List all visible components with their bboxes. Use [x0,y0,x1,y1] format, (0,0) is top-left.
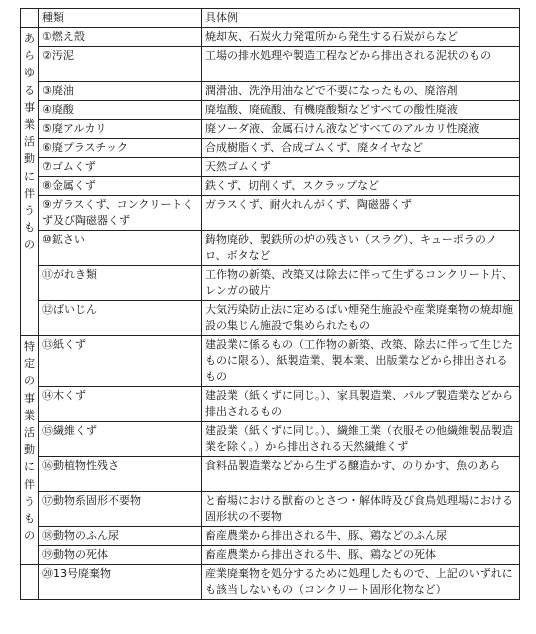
header-type: 種類 [39,9,202,28]
waste-type: ③廃油 [39,82,202,101]
table-row [21,565,520,600]
waste-type: ⑭木くず [39,387,202,422]
table-row [21,336,520,387]
table-row [21,47,520,82]
waste-type: ⑰動物系固形不要物 [39,492,202,527]
table-row [21,266,520,301]
waste-example: と畜場における獣畜のとさつ・解体時及び食鳥処理場における固形状の不要物 [202,492,520,527]
table-row [21,139,520,158]
waste-type: ⑮繊維くず [39,422,202,457]
waste-type: ⑬紙くず [39,336,202,387]
waste-example: ガラスくず、耐火れんがくず、陶磁器くず [202,196,520,231]
waste-example: 焼却灰、石炭火力発電所から発生する石炭がらなど [202,28,520,47]
waste-type: ⑧金属くず [39,177,202,196]
waste-type: ⑥廃プラスチック [39,139,202,158]
waste-example: 畜産農業から排出される牛、豚、鶏などのふん尿 [202,527,520,546]
industrial-waste-table [20,8,520,600]
category-all-business: あ ら ゆ る 事 業 活 動 に 伴 う も の [21,28,39,336]
category-specific-business: 特 定 の 事 業 活 動 に 伴 う も の [21,336,39,565]
waste-type: ⑫ばいじん [39,301,202,336]
table-row [21,492,520,527]
table-row [21,158,520,177]
waste-example: 天然ゴムくず [202,158,520,177]
waste-example: 鉄くず、切削くず、スクラップなど [202,177,520,196]
table-row [21,101,520,120]
waste-type: ④廃酸 [39,101,202,120]
waste-type: ⑤廃アルカリ [39,120,202,139]
header-examples: 具体例 [202,9,520,28]
waste-type: ②汚泥 [39,47,202,82]
waste-type: ①燃え殻 [39,28,202,47]
table-row [21,457,520,492]
table-row [21,177,520,196]
waste-example: 産業廃棄物を処分するために処理したもので、上記のいずれにも該当しないもの（コンクリート固形化物など） [202,565,520,600]
waste-type: ⑱動物のふん尿 [39,527,202,546]
waste-type: ⑩鉱さい [39,231,202,266]
header-row [21,9,520,28]
waste-example: 工作物の新築、改築又は除去に伴って生ずるコンクリート片、レンガの破片 [202,266,520,301]
waste-example: 食料品製造業などから生ずる醸造かす、のりかす、魚のあら [202,457,520,492]
waste-type: ⑯動植物性残さ [39,457,202,492]
waste-type: ⑲動物の死体 [39,546,202,565]
waste-example: 建設業に係るもの（工作物の新築、改築、除去に伴って生じたものに限る）、紙製造業、製本業、出版業などから排出されるもの [202,336,520,387]
waste-example: 廃ソーダ液、金属石けん液などすべてのアルカリ性廃液 [202,120,520,139]
table-row [21,120,520,139]
table-row [21,196,520,231]
table-row [21,422,520,457]
header-blank [21,9,39,28]
waste-example: 潤滑油、洗浄用油などで不要になったもの、廃溶剤 [202,82,520,101]
category-empty [21,565,39,600]
waste-example: 工場の排水処理や製造工程などから排出される泥状のもの [202,47,520,82]
waste-type: ⑳13号廃棄物 [39,565,202,600]
table-row [21,527,520,546]
waste-example: 建設業（紙くずに同じ。）、繊維工業（衣服その他繊維製品製造業を除く。）から排出される天然繊維くず [202,422,520,457]
waste-type: ⑪がれき類 [39,266,202,301]
waste-example: 建設業（紙くずに同じ。）、家具製造業、パルプ製造業などから排出されるもの [202,387,520,422]
waste-type: ⑦ゴムくず [39,158,202,177]
waste-example: 合成樹脂くず、合成ゴムくず、廃タイヤなど [202,139,520,158]
table-row [21,546,520,565]
waste-example: 畜産農業から排出される牛、豚、鶏などの死体 [202,546,520,565]
table-row [21,301,520,336]
table-row [21,28,520,47]
waste-example: 廃塩酸、廃硫酸、有機廃酸類などすべての酸性廃液 [202,101,520,120]
waste-example: 鋳物廃砂、製鉄所の炉の残さい（スラグ）、キューポラのノロ、ボタなど [202,231,520,266]
waste-example: 大気汚染防止法に定めるばい煙発生施設や産業廃棄物の焼却施設の集じん施設で集められたもの [202,301,520,336]
table-row [21,387,520,422]
table-row [21,82,520,101]
waste-type: ⑨ガラスくず、コンクリートくず及び陶磁器くず [39,196,202,231]
table-row [21,231,520,266]
